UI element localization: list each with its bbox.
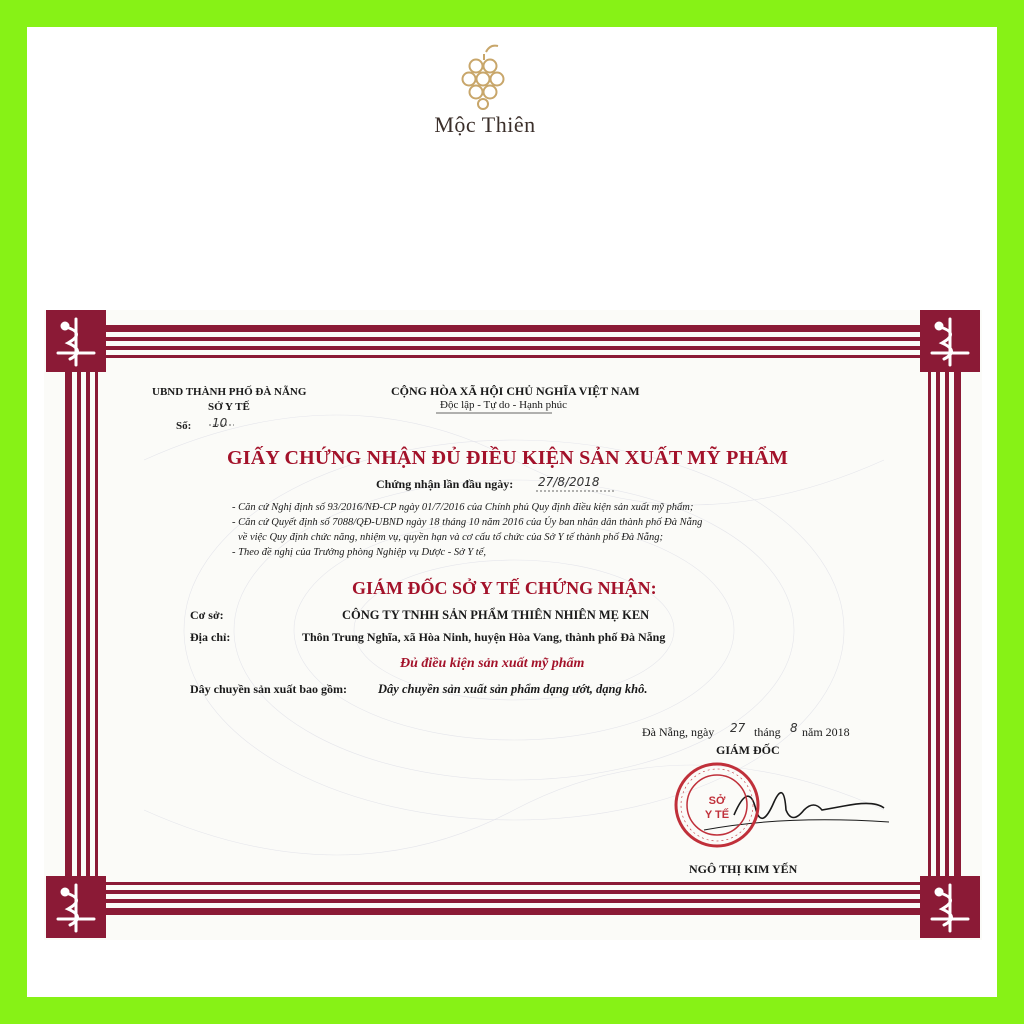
brand-name: Mộc Thiên: [434, 112, 536, 137]
facility-label: Cơ sở:: [190, 608, 224, 622]
first-issue-label: Chứng nhận lần đầu ngày:: [376, 477, 514, 491]
production-line-label: Dây chuyền sản xuất bao gồm:: [190, 682, 348, 696]
stamp-text: Y TẾ: [704, 809, 730, 821]
basis-line: - Căn cứ Quyết định số 7088/QĐ-UBND ngày 18 tháng 10 năm 2016 của Ủy ban nhân dân thành phố Đà Nẵng: [232, 517, 703, 528]
national-title: CỘNG HÒA XÃ HỘI CHỦ NGHĨA VIỆT NAM: [391, 384, 640, 398]
facility-name: CÔNG TY TNHH SẢN PHẨM THIÊN NHIÊN MẸ KEN: [342, 608, 650, 622]
number-label: Số:: [176, 420, 192, 432]
date-year: năm 2018: [802, 725, 850, 739]
qualification: Đủ điều kiện sản xuất mỹ phẩm: [400, 656, 585, 671]
certificate-title: GIẤY CHỨNG NHẬN ĐỦ ĐIỀU KIỆN SẢN XUẤT MỸ PHẨM: [227, 447, 789, 469]
basis-line: về việc Quy định chức năng, nhiệm vụ, quyền hạn và cơ cấu tổ chức của Sở Y tế thành phố Đà Nẵng;: [238, 532, 664, 543]
authority-name: UBND THÀNH PHỐ ĐÀ NẴNG: [152, 386, 307, 398]
address-label: Địa chỉ:: [190, 630, 231, 644]
signer-title: GIÁM ĐỐC: [716, 743, 780, 757]
basis-line: - Theo đề nghị của Trưởng phòng Nghiệp vụ Dược - Sở Y tế,: [232, 547, 486, 558]
national-motto: Độc lập - Tự do - Hạnh phúc: [440, 399, 568, 411]
production-line-value: Dây chuyền sản xuất sản phẩm dạng ướt, dạng khô.: [378, 682, 648, 696]
grape-cluster-icon: [440, 40, 530, 115]
department-name: SỞ Y TẾ: [208, 401, 250, 413]
date-month: 8: [790, 721, 798, 735]
official-stamp: [672, 760, 762, 855]
basis-line: - Căn cứ Nghị định số 93/2016/NĐ-CP ngày 01/7/2016 của Chính phủ Quy định điều kiện sản xuất mỹ phẩm;: [232, 502, 694, 513]
date-place: Đà Nẵng, ngày: [642, 725, 715, 739]
number-value: 10: [212, 416, 228, 430]
date-month-label: tháng: [754, 725, 781, 739]
first-issue-date: 27/8/2018: [538, 475, 600, 489]
date-day: 27: [730, 721, 746, 735]
stamp-text: SỞ: [708, 795, 726, 807]
signer-name: NGÔ THỊ KIM YẾN: [689, 862, 798, 876]
certifier-heading: GIÁM ĐỐC SỞ Y TẾ CHỨNG NHẬN:: [352, 578, 657, 598]
address-value: Thôn Trung Nghĩa, xã Hòa Ninh, huyện Hòa Vang, thành phố Đà Nẵng: [302, 630, 666, 644]
certificate: [44, 310, 982, 940]
